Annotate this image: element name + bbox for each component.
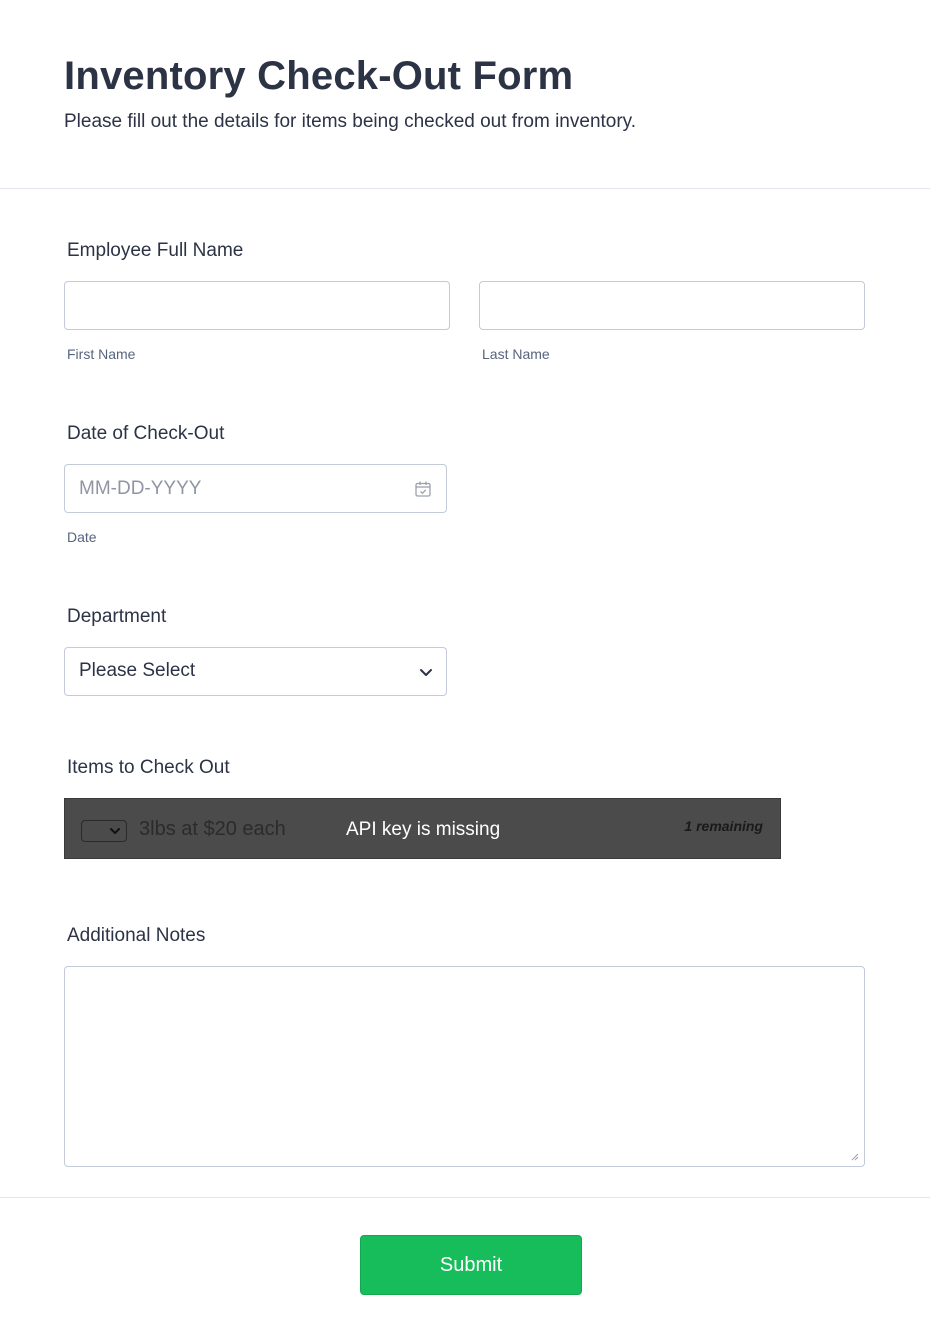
footer-divider — [0, 1197, 930, 1198]
employee-name-label: Employee Full Name — [67, 240, 244, 261]
notes-textarea[interactable] — [64, 966, 865, 1167]
department-select[interactable] — [64, 647, 447, 696]
items-label: Items to Check Out — [67, 757, 230, 778]
checkout-date-input[interactable] — [64, 464, 447, 513]
department-selected-value: Please Select — [79, 660, 196, 681]
product-description: 3lbs at $20 each — [139, 818, 286, 840]
first-name-input[interactable] — [64, 281, 450, 330]
chevron-down-icon — [109, 825, 121, 837]
stock-remaining: 1 remaining — [684, 818, 763, 834]
product-item — [64, 798, 781, 859]
quantity-select[interactable] — [81, 820, 127, 842]
submit-button[interactable]: Submit — [360, 1235, 582, 1295]
chevron-down-icon — [418, 664, 434, 680]
resize-handle-icon[interactable] — [849, 1151, 859, 1161]
form-header — [0, 0, 930, 189]
form-title: Inventory Check-Out Form — [64, 54, 574, 98]
api-error-message: API key is missing — [346, 819, 501, 840]
last-name-input[interactable] — [479, 281, 865, 330]
calendar-icon[interactable] — [414, 480, 432, 498]
checkout-date-label: Date of Check-Out — [67, 423, 225, 444]
first-name-sublabel: First Name — [67, 346, 136, 362]
last-name-sublabel: Last Name — [482, 346, 550, 362]
date-sublabel: Date — [67, 529, 97, 545]
notes-label: Additional Notes — [67, 925, 206, 946]
form-subtitle: Please fill out the details for items being checked out from inventory. — [64, 111, 637, 132]
department-label: Department — [67, 606, 167, 627]
